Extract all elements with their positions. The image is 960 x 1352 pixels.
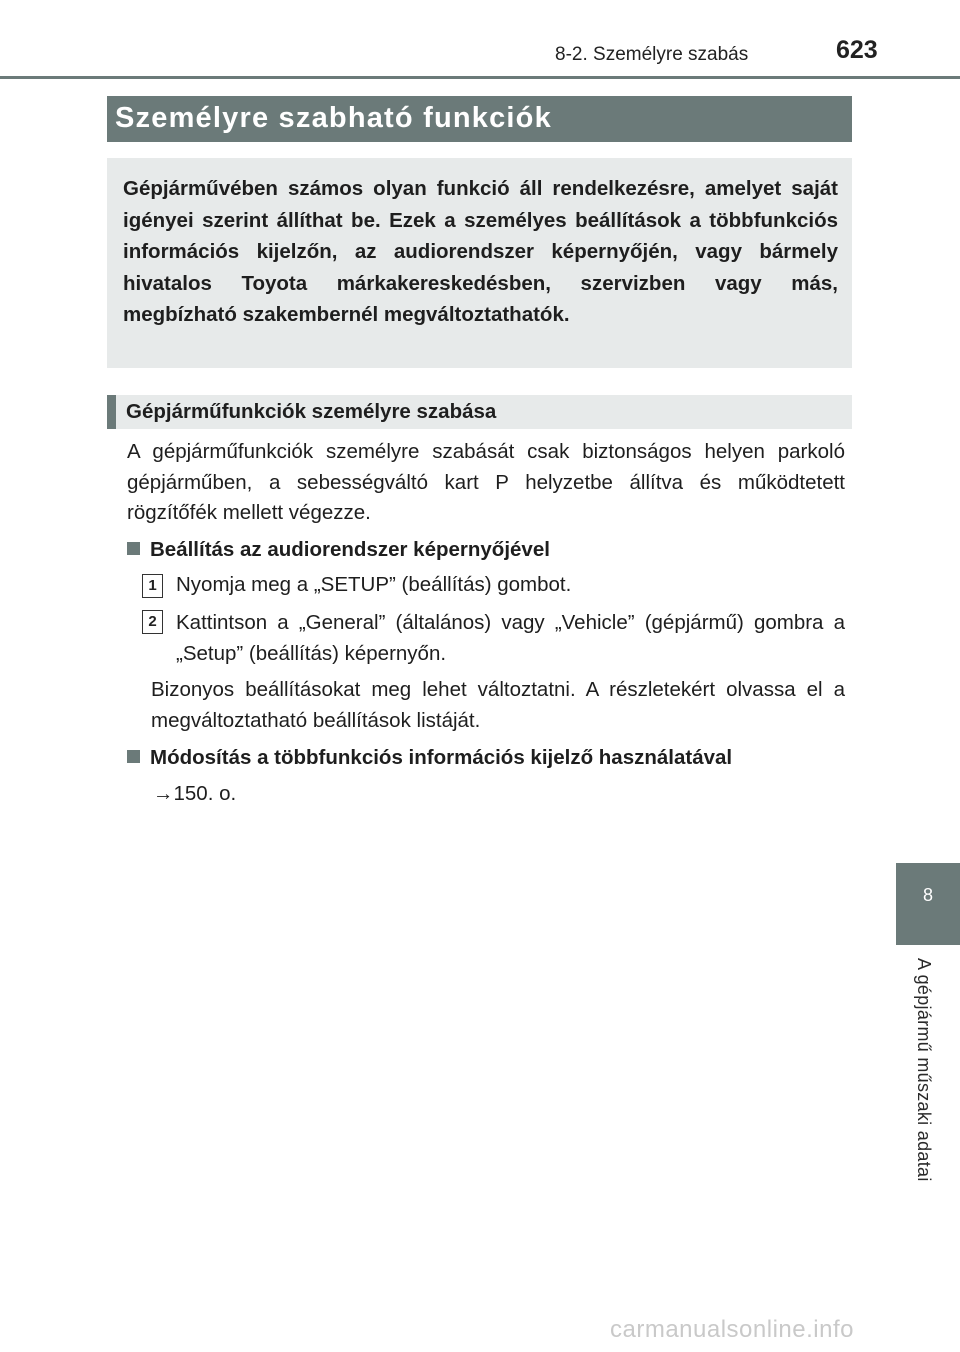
bullet-heading-text: Beállítás az audiorendszer képernyőjével <box>150 538 550 561</box>
page-reference-link[interactable]: →150. o. <box>153 782 237 805</box>
bullet-heading-display <box>127 746 732 770</box>
page-number: 623 <box>836 36 878 64</box>
body-paragraph: A gépjárműfunkciók személyre szabását csak biztonságos helyen parkoló gépjárműben, a sebességváltó kart P helyzetbe állítva és működtetett rögzítőfék mellett végezze. <box>127 440 845 524</box>
intro-box <box>107 158 852 368</box>
page-title: Személyre szabható funkciók <box>107 96 852 142</box>
header-section-label: 8-2. Személyre szabás <box>555 44 749 65</box>
bullet-square-icon <box>127 750 140 763</box>
step-text-1: Nyomja meg a „SETUP” (beállítás) gombot. <box>176 573 572 596</box>
bullet-heading-audio <box>127 538 550 562</box>
intro-text: Gépjárművében számos olyan funkció áll rendelkezésre, amelyet saját igényei szerint állíthat be. Ezek a személyes beállítások a többfunkciós információs kijelzőn, az audiorendszer képernyőjén, vagy bármely hivatalos Toyota márkakereskedésben, szervizben vagy más, megbízható szakembernél megváltoztathatók. <box>123 177 838 326</box>
watermark: carmanualsonline.info <box>610 1316 854 1343</box>
chapter-label: A gépjármű műszaki adatai <box>914 958 934 1182</box>
header-rule <box>0 76 960 79</box>
section1-note: Bizonyos beállításokat meg lehet változtatni. A részletekért olvassa el a megváltoztatható beállítások listáját. <box>151 678 845 732</box>
chapter-tab[interactable]: 8 <box>896 863 960 945</box>
step-text-2: Kattintson a „General” (általános) vagy „Vehicle” (gépjármű) gombra a „Setup” (beállítás) képernyőn. <box>176 611 845 665</box>
step-number-2: 2 <box>142 610 163 634</box>
step-number-1: 1 <box>142 574 163 598</box>
subheading: Gépjárműfunkciók személyre szabása <box>107 395 852 429</box>
bullet-square-icon <box>127 542 140 555</box>
bullet-heading-text: Módosítás a többfunkciós információs kijelző használatával <box>150 746 733 769</box>
